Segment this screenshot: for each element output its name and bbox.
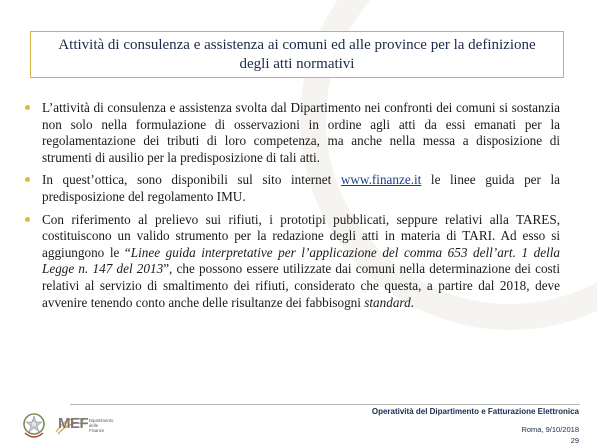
mef-logo-subtitle-line1: Dipartimento — [89, 418, 114, 423]
bullet-item — [22, 100, 560, 166]
bullet-dot-icon — [25, 177, 30, 182]
bullet-item — [22, 172, 560, 205]
mef-logo-subtitle — [89, 418, 114, 433]
bullet-italic-title: Linee guida interpretative per l’applicazione del comma 653 dell’art. 1 della Legge n. 147 del 2013 — [42, 244, 560, 277]
mef-logo-text: MEF — [58, 415, 89, 432]
slide-content — [22, 100, 560, 317]
bullet-text: L’attività di consulenza e assistenza svolta dal Dipartimento nei confronti dei comuni si sostanzia non solo nella formulazione di osservazioni in ordine agli atti da essi emanati per la regolamentazione dei tributi di loro competenza, ma anche nella messa a disposizione di strumenti di ausilio per la predisposizione di tali atti. — [42, 100, 560, 165]
bullet-dot-icon — [25, 105, 30, 110]
bullet-text: Con riferimento al prelievo sui rifiuti, i prototipi pubblicati, seppure relativi alla TARES, costituiscono un valido strumento per la redazione degli atti in materia di TARI. Ad esso si aggiungono le “ — [42, 211, 560, 260]
bullet-item — [22, 212, 560, 312]
bullet-dot-icon — [25, 217, 30, 222]
bullet-text: le linee guida per la predisposizione del regolamento IMU. — [42, 172, 560, 204]
mef-logo-subtitle-line2: delle Finanze — [89, 423, 105, 433]
page-number: 29 — [570, 436, 579, 445]
bullet-text: . — [410, 294, 414, 310]
italian-republic-emblem-icon — [22, 411, 46, 441]
footer-title: Operatività del Dipartimento e Fatturazione Elettronica — [371, 407, 579, 416]
bullet-italic-word: standard — [364, 294, 411, 310]
bullet-text: In quest’ottica, sono disponibili sul sito internet — [42, 172, 341, 188]
bullet-text: ”, che possono essere utilizzate dai comuni nella determinazione dei costi relativi al servizio di smaltimento dei rifiuti, considerato che questa, a partire dal 2018, deve avvenire tenendo conto anche delle risultanze dei fabbisogni — [42, 261, 560, 310]
footer-date: Roma, 9/10/2018 — [521, 425, 579, 434]
slide-title-box — [30, 31, 564, 78]
slide-title: Attività di consulenza e assistenza ai comuni ed alle province per la definizione degli atti normativi — [58, 36, 536, 72]
finanze-link[interactable]: www.finanze.it — [340, 172, 422, 188]
mef-logo — [54, 412, 114, 438]
footer-info — [372, 404, 579, 445]
